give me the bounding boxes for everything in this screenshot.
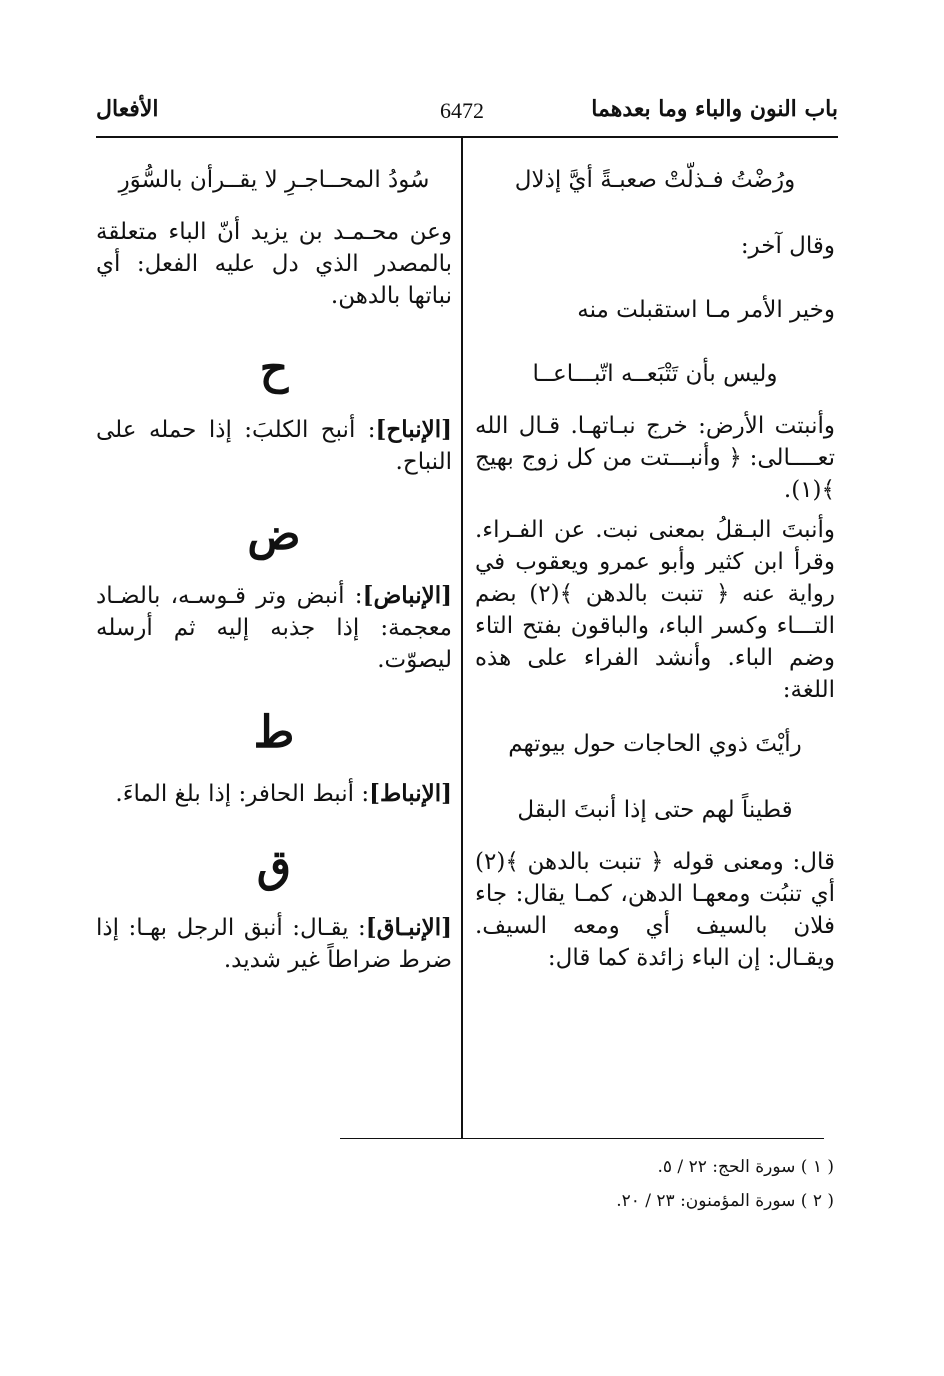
entry-paragraph — [96, 778, 452, 810]
section-letter: ض — [247, 509, 301, 560]
entry-term: [الإنباح] — [375, 416, 452, 443]
verse-line: رأيْتَ ذوي الحاجات حول بيوتهم — [508, 731, 802, 757]
section-title: الأفعال — [96, 96, 159, 122]
entry-text: : أنبح الكلبَ: إذا حمله على النباح. — [96, 417, 452, 475]
entry-term: [الإنباض] — [362, 582, 452, 609]
footnote: ( ٢ ) سورة المؤمنون: ٢٣ / ٢٠. — [616, 1191, 834, 1211]
column-divider — [461, 138, 463, 1138]
right-column — [475, 150, 835, 982]
entry-text: : أنبض وتر قـوسـه، بالضـاد معجمة: إذا جذبه إليه ثم أرسله ليصوّت. — [96, 583, 452, 673]
paragraph: وخير الأمر مـا استقبلت منه — [577, 297, 835, 323]
paragraph: قال: ومعنى قوله ﴿ تنبت بالدهن ﴾(٢) أي تنبُت ومعهـا الدهن، كمـا يقال: جاء فلان بالسيف أي ومعه السيف. ويقـال: إن الباء زائدة كما قال: — [475, 849, 835, 971]
chapter-title: باب النون والباء وما بعدهما — [591, 96, 838, 122]
verse-line: وليس بأن تَتْبَعــه اتّبـــاعــا — [532, 361, 778, 387]
section-letter: ح — [259, 343, 289, 394]
entry-paragraph — [96, 580, 452, 676]
verse-line: ورُضْتُ فـذلّتْ صعبـةً أيَّ إذلال — [514, 167, 796, 193]
entry-text: : يقـال: أنبق الرجل بهـا: إذا ضرط ضراطاً غير شديد. — [96, 915, 452, 973]
paragraph: وعن محـمـد بن يزيد أنّ الباء متعلقة بالمصدر الذي دل عليه الفعل: أي نباتها بالدهن. — [96, 219, 452, 309]
page-number: 6472 — [440, 98, 484, 123]
paragraph: وأنبتَ البـقلُ بمعنى نبت. عن الفـراء. وقرأ ابن كثير وأبو عمرو ويعقوب في رواية عنه ﴿ تنبت بالدهن ﴾(٢) بضم التـــاء وكسر الباء، والباقون بفتح التاء وضم الباء. وأنشد الفراء على هذه اللغة: — [475, 517, 835, 703]
verse-line: سُودُ المحــاجـرِ لا يقــرأن بالسُّوَرِ — [118, 167, 430, 193]
page-header — [96, 96, 838, 136]
footnote-rule — [340, 1138, 824, 1139]
footnotes — [334, 1150, 834, 1218]
footnote: ( ١ ) سورة الحج: ٢٢ / ٥. — [657, 1157, 834, 1177]
entry-paragraph — [96, 414, 452, 478]
entry-term: [الإنباط] — [369, 780, 452, 807]
section-letter: ق — [256, 841, 292, 892]
section-letter: ط — [253, 707, 295, 758]
paragraph: وقال آخر: — [740, 233, 835, 259]
left-column — [96, 150, 452, 984]
verse-line: قطيناً لهم حتى إذا أنبتَ البقل — [517, 797, 793, 823]
paragraph: وأنبتت الأرض: خرج نبـاتهـا. قـال الله تعــــالى: ﴿ وأنبـــتت من كل زوج بهيج ﴾(١). — [475, 413, 835, 503]
header-rule — [96, 136, 838, 138]
entry-term: [الإنبـاق] — [365, 914, 452, 941]
entry-text: : أنبط الحافر: إذا بلغ الماءَ. — [115, 781, 370, 807]
entry-paragraph — [96, 912, 452, 976]
